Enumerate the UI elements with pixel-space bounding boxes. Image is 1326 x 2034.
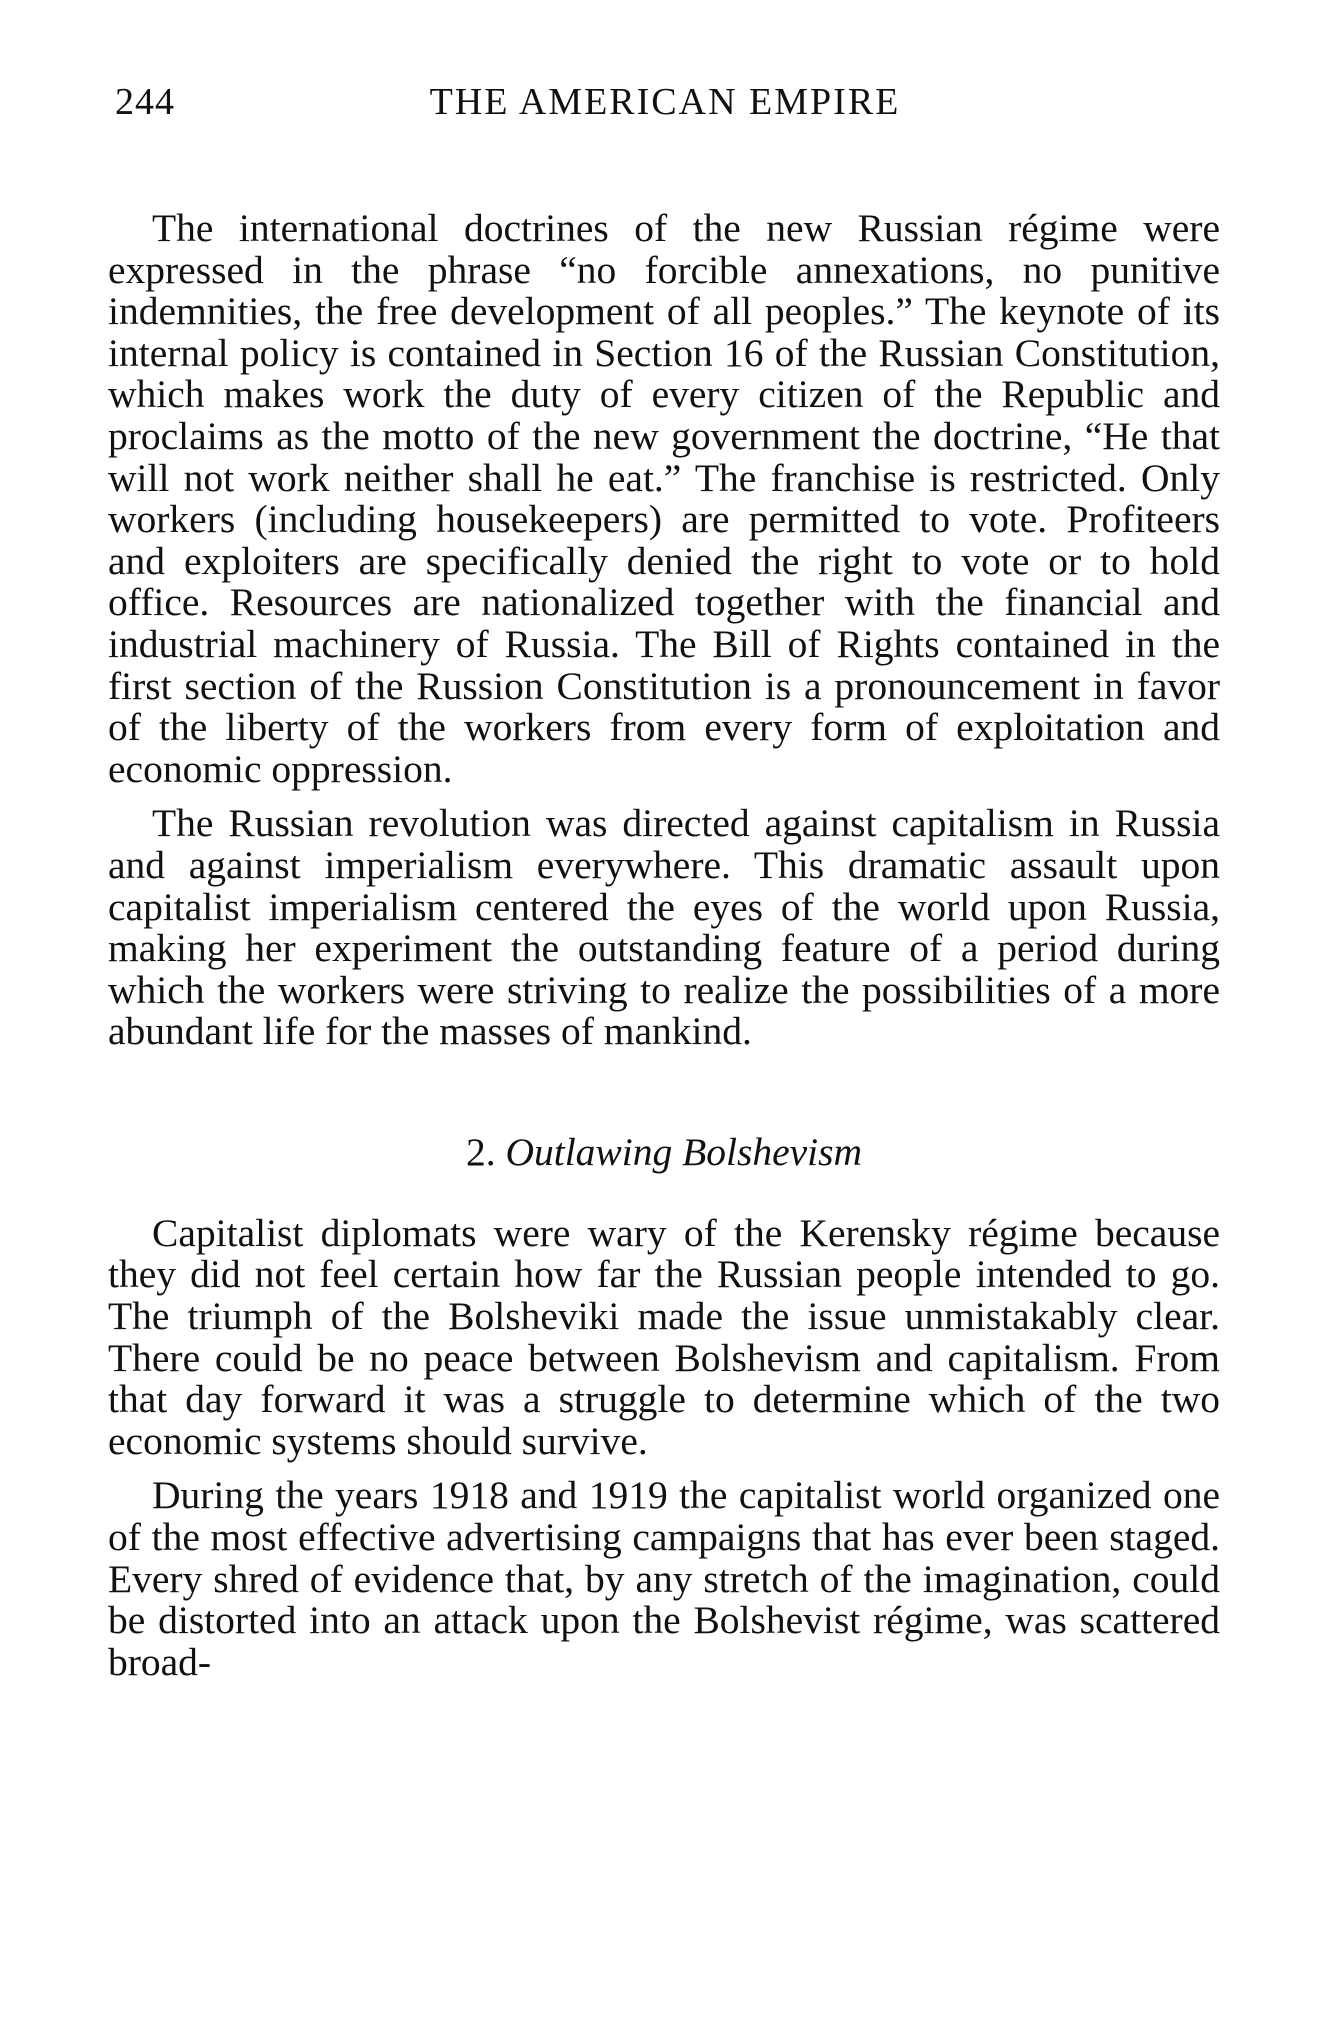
running-head	[115, 78, 1215, 126]
paragraph: The international doctrines of the new Russian régime were expressed in the phrase “no forcible annexations, no punitive indemnities, the free development of all peoples.” The keynote of its internal policy is contained in Section 16 of the Russian Constitution, which makes work the duty of every citizen of the Republic and proclaims as the motto of the new government the doctrine, “He that will not work neither shall he eat.” The franchise is restricted. Only workers (including housekeepers) are permitted to vote. Profiteers and exploiters are specifically denied the right to vote or to hold office. Resources are nationalized together with the financial and industrial machinery of Russia. The Bill of Rights contained in the first section of the Russion Constitution is a pronouncement in favor of the liberty of the workers from every form of exploitation and economic oppression.	[108, 206, 1220, 791]
page-number: 244	[115, 81, 175, 123]
section-heading	[108, 1131, 1220, 1173]
section-title: Outlawing Bolshevism	[505, 1129, 863, 1174]
paragraph: During the years 1918 and 1919 the capitalist world organized one of the most effective advertising campaigns that has ever been staged. Every shred of evidence that, by any stretch of the imagination, could be distorted into an attack upon the Bolshevist régime, was scattered broad-	[108, 1473, 1220, 1684]
running-title: THE AMERICAN EMPIRE	[429, 81, 901, 123]
section-number: 2.	[465, 1129, 496, 1174]
body-text	[108, 208, 1220, 1696]
paragraph: Capitalist diplomats were wary of the Kerensky régime because they did not feel certain how far the Russian people intended to go. The triumph of the Bolsheviki made the issue unmistakably clear. There could be no peace between Bolshevism and capitalism. From that day forward it was a struggle to determine which of the two economic systems should survive.	[108, 1210, 1220, 1463]
paragraph: The Russian revolution was directed against capitalism in Russia and against imperialism everywhere. This dramatic assault upon capitalist imperialism centered the eyes of the world upon Russia, making her experiment the outstanding feature of a period during which the workers were striving to realize the possibilities of a more abundant life for the masses of mankind.	[108, 801, 1220, 1054]
